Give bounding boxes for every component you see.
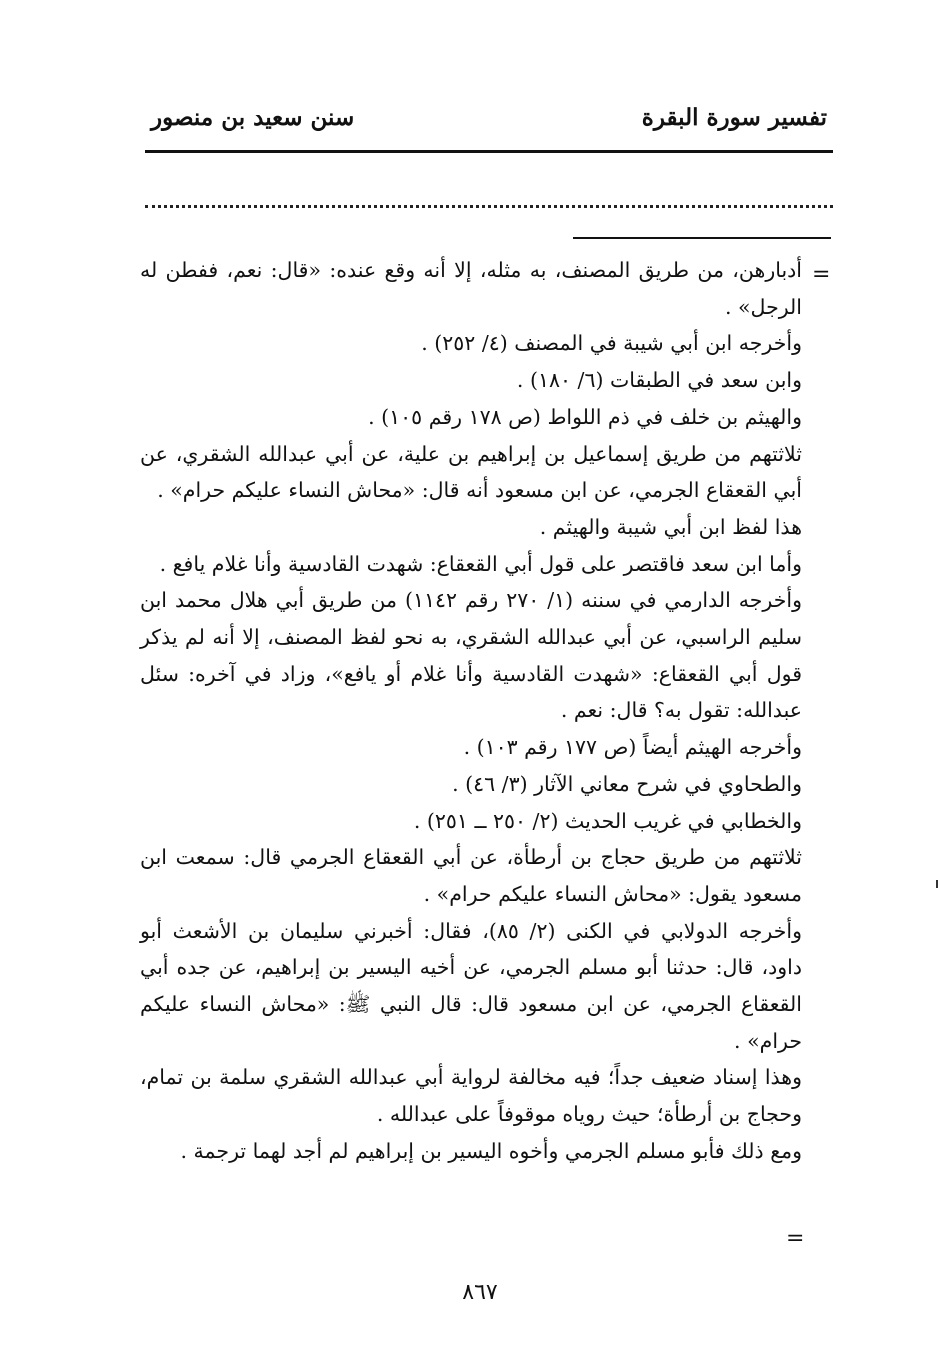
footnote-paragraph: وأخرجه الدولابي في الكنى (٢/ ٨٥)، فقال: أخبرني سليمان بن الأشعث أبو داود، قال: حدثنا أبو مسلم الجرمي، عن أخيه اليسير بن إبراهيم، عن جده أبي القعقاع الجرمي، عن ابن مسعود قال: قال النبي ﷺ: «محاش النساء عليكم حرام» . [140, 918, 802, 1053]
running-title-surah: تفسير سورة البقرة [641, 104, 827, 131]
footnote-paragraph: وأخرجه الدارمي في سننه (١/ ٢٧٠ رقم ١١٤٢) من طريق أبي هلال محمد ابن سليم الراسبي، عن أبي عبدالله الشقري، به نحو لفظ المصنف، إلا أنه لم يذكر قول أبي القعقاع: «شهدت القادسية وأنا غلام أو يافع»، وزاد في آخره: سئل عبدالله: تقول به؟ قال: نعم . [140, 588, 802, 723]
footnote-paragraph: وهذا إسناد ضعيف جداً؛ فيه مخالفة لرواية أبي عبدالله الشقري سلمة بن تمام، وحجاج بن أرطأة؛ حيث روياه موقوفاً على عبدالله . [140, 1065, 802, 1127]
footnote-paragraph: والخطابي في غريب الحديث (٢/ ٢٥٠ ــ ٢٥١) . [413, 808, 802, 833]
continuation-mark: = [812, 262, 831, 287]
scan-edge-mark [936, 880, 938, 888]
footnote-paragraph: هذا لفظ ابن أبي شيبة والهيثم . [539, 514, 802, 539]
running-title-book: سنن سعيد بن منصور [151, 104, 355, 131]
footnote-body [140, 252, 805, 1262]
footnote-paragraph: والهيثم بن خلف في ذم اللواط (ص ١٧٨ رقم ١٠٥) . [368, 404, 802, 429]
footnote-paragraph: ومع ذلك فأبو مسلم الجرمي وأخوه اليسير بن إبراهيم لم أجد لهما ترجمة . [180, 1138, 802, 1163]
running-header [145, 104, 833, 140]
footnote-paragraph: والطحاوي في شرح معاني الآثار (٣/ ٤٦) . [452, 771, 802, 796]
footnote-paragraph: وأخرجه ابن أبي شيبة في المصنف (٤/ ٢٥٢) . [421, 331, 802, 356]
footnote-paragraph: ثلاثتهم من طريق حجاج بن أرطأة، عن أبي القعقاع الجرمي قال: سمعت ابن مسعود يقول: «محاش النساء عليكم حرام» . [140, 845, 802, 906]
footnote-paragraph: وابن سعد في الطبقات (٦/ ١٨٠) . [516, 368, 802, 393]
footnote-rule [573, 237, 831, 239]
header-rule [145, 150, 833, 153]
footnote-paragraph: ثلاثتهم من طريق إسماعيل بن إبراهيم بن علية، عن أبي عبدالله الشقري، عن أبي القعقاع الجرمي، عن ابن مسعود أنه قال: «محاش النساء عليكم حرام» . [140, 441, 802, 503]
page-number: ٨٦٧ [462, 1280, 498, 1305]
footnote-paragraph: وأخرجه الهيثم أيضاً (ص ١٧٧ رقم ١٠٣) . [463, 735, 802, 760]
dotted-separator [145, 205, 833, 208]
continuation-mark-end: = [786, 1226, 805, 1251]
footnote-paragraph: وأما ابن سعد فاقتصر على قول أبي القعقاع: شهدت القادسية وأنا غلام يافع . [159, 551, 802, 576]
footnote-paragraph: أدبارهن، من طريق المصنف، به مثله، إلا أنه وقع عنده: «قال: نعم، ففطن له الرجل» . [140, 258, 802, 319]
